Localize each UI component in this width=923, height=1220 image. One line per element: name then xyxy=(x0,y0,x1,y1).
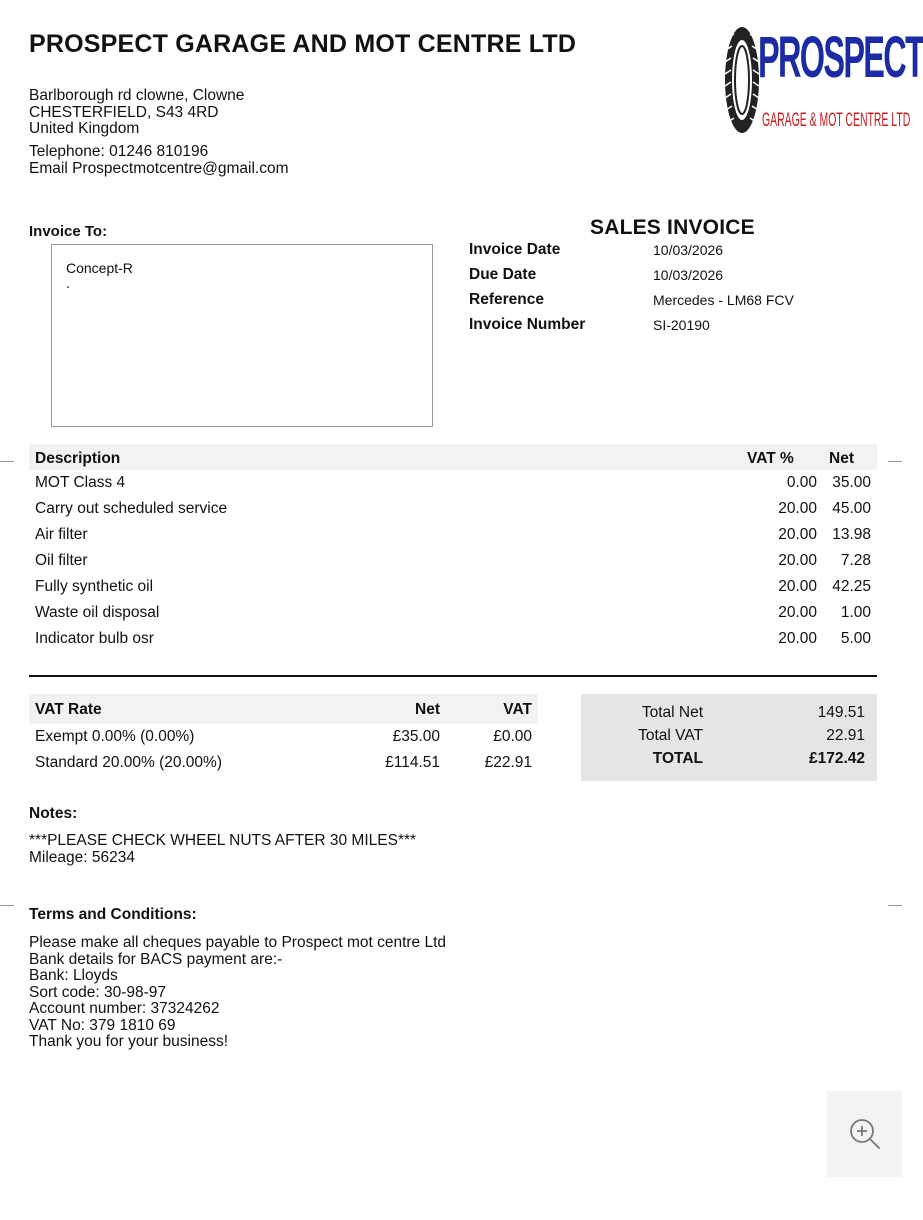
item-vat: 0.00 xyxy=(786,474,817,491)
table-row xyxy=(29,496,877,522)
table-row xyxy=(29,470,877,496)
address-line: CHESTERFIELD, S43 4RD xyxy=(29,103,219,121)
item-vat: 20.00 xyxy=(778,526,817,543)
item-vat: 20.00 xyxy=(778,630,817,647)
terms-line: Sort code: 30-98-97 xyxy=(29,983,167,1001)
table-row xyxy=(29,600,877,626)
line-items-table xyxy=(29,444,877,652)
description-header: Description xyxy=(35,450,121,467)
logo-sub-text: GARAGE & MOT CENTRE LTD xyxy=(762,110,911,131)
table-header-row xyxy=(29,694,538,724)
terms-line: Account number: 37324262 xyxy=(29,1000,220,1017)
table-row xyxy=(29,522,877,548)
vat-rate-header: VAT Rate xyxy=(29,694,344,724)
client-name: Concept-R xyxy=(66,260,133,276)
vat-amount: £0.00 xyxy=(493,728,532,745)
vat-amount-header: VAT xyxy=(446,694,538,724)
note-line: Mileage: 56234 xyxy=(29,848,135,866)
meta-value: SI-20190 xyxy=(653,317,710,333)
total-net-row xyxy=(581,704,877,726)
meta-label: Invoice Date xyxy=(469,241,561,258)
item-net: 5.00 xyxy=(840,630,871,647)
terms-line: Bank: Lloyds xyxy=(29,967,118,984)
vat-summary-table xyxy=(29,694,538,776)
item-description: Waste oil disposal xyxy=(35,604,160,621)
address-line: Barlborough rd clowne, Clowne xyxy=(29,87,245,104)
fold-mark xyxy=(0,461,14,462)
logo-main-text: PROSPECT xyxy=(758,25,923,90)
item-net: 45.00 xyxy=(832,500,871,517)
company-telephone: Telephone: 01246 810196 xyxy=(29,143,209,160)
vat-rate: Exempt 0.00% (0.00%) xyxy=(35,728,195,745)
item-net: 1.00 xyxy=(840,604,871,621)
item-vat: 20.00 xyxy=(778,578,817,595)
item-net: 42.25 xyxy=(832,578,871,595)
table-header-row xyxy=(29,444,877,470)
total-net-label: Total Net xyxy=(641,704,703,721)
notes-body xyxy=(29,833,416,866)
company-logo xyxy=(722,24,923,140)
company-address xyxy=(29,88,244,138)
meta-label: Reference xyxy=(469,291,544,308)
company-email: Email Prospectmotcentre@gmail.com xyxy=(29,160,289,177)
invoice-to-box xyxy=(51,244,433,427)
meta-value: 10/03/2026 xyxy=(653,267,724,283)
terms-line: VAT No: 379 1810 69 xyxy=(29,1016,176,1034)
company-contact xyxy=(29,143,289,177)
vat-net: £114.51 xyxy=(385,754,440,771)
item-description: MOT Class 4 xyxy=(35,474,126,491)
terms-line: Bank details for BACS payment are:- xyxy=(29,950,283,968)
notes-label: Notes: xyxy=(29,805,78,822)
invoice-to-label: Invoice To: xyxy=(29,223,108,240)
meta-label: Due Date xyxy=(469,266,537,283)
zoom-in-button[interactable] xyxy=(827,1091,902,1177)
vat-header: VAT % xyxy=(747,450,794,467)
terms-line: Please make all cheques payable to Prospect mot centre Ltd xyxy=(29,934,447,951)
item-vat: 20.00 xyxy=(778,500,817,517)
vat-net-header: Net xyxy=(344,694,446,724)
company-name: PROSPECT GARAGE AND MOT CENTRE LTD xyxy=(29,30,577,58)
item-vat: 20.00 xyxy=(778,604,817,621)
zoom-in-icon xyxy=(849,1118,881,1150)
net-header: Net xyxy=(829,450,854,467)
totals-box xyxy=(581,694,877,781)
note-line: ***PLEASE CHECK WHEEL NUTS AFTER 30 MILES*** xyxy=(29,832,417,849)
item-net: 35.00 xyxy=(832,474,871,491)
vat-amount: £22.91 xyxy=(484,754,532,771)
client-address-line: . xyxy=(66,275,70,291)
table-row xyxy=(29,724,538,750)
total-vat-row xyxy=(581,727,877,749)
meta-value: 10/03/2026 xyxy=(653,242,724,258)
grand-total-label: TOTAL xyxy=(652,750,703,767)
terms-body xyxy=(29,935,446,1051)
table-row xyxy=(29,626,877,652)
vat-rate: Standard 20.00% (20.00%) xyxy=(35,754,222,771)
meta-label: Invoice Number xyxy=(469,316,586,333)
table-row xyxy=(29,574,877,600)
item-description: Air filter xyxy=(35,526,88,543)
item-net: 7.28 xyxy=(840,552,871,569)
total-vat-label: Total VAT xyxy=(638,727,703,744)
terms-label: Terms and Conditions: xyxy=(29,906,197,923)
grand-total-value: £172.42 xyxy=(808,750,865,767)
fold-mark xyxy=(888,461,902,462)
tyre-icon xyxy=(722,24,762,136)
section-divider xyxy=(29,675,877,677)
sales-invoice-title: SALES INVOICE xyxy=(590,216,755,239)
meta-value: Mercedes - LM68 FCV xyxy=(653,292,794,308)
item-description: Indicator bulb osr xyxy=(35,630,154,647)
item-description: Fully synthetic oil xyxy=(35,578,154,595)
item-description: Oil filter xyxy=(35,552,88,569)
total-vat-value: 22.91 xyxy=(826,727,865,744)
grand-total-row xyxy=(581,750,877,772)
table-row xyxy=(29,548,877,574)
terms-line: Thank you for your business! xyxy=(29,1033,229,1050)
vat-net: £35.00 xyxy=(392,728,440,745)
item-net: 13.98 xyxy=(832,526,871,543)
fold-mark xyxy=(0,905,14,906)
total-net-value: 149.51 xyxy=(817,704,865,721)
fold-mark xyxy=(888,905,902,906)
address-line: United Kingdom xyxy=(29,120,140,137)
item-vat: 20.00 xyxy=(778,552,817,569)
table-row xyxy=(29,750,538,776)
item-description: Carry out scheduled service xyxy=(35,500,228,517)
